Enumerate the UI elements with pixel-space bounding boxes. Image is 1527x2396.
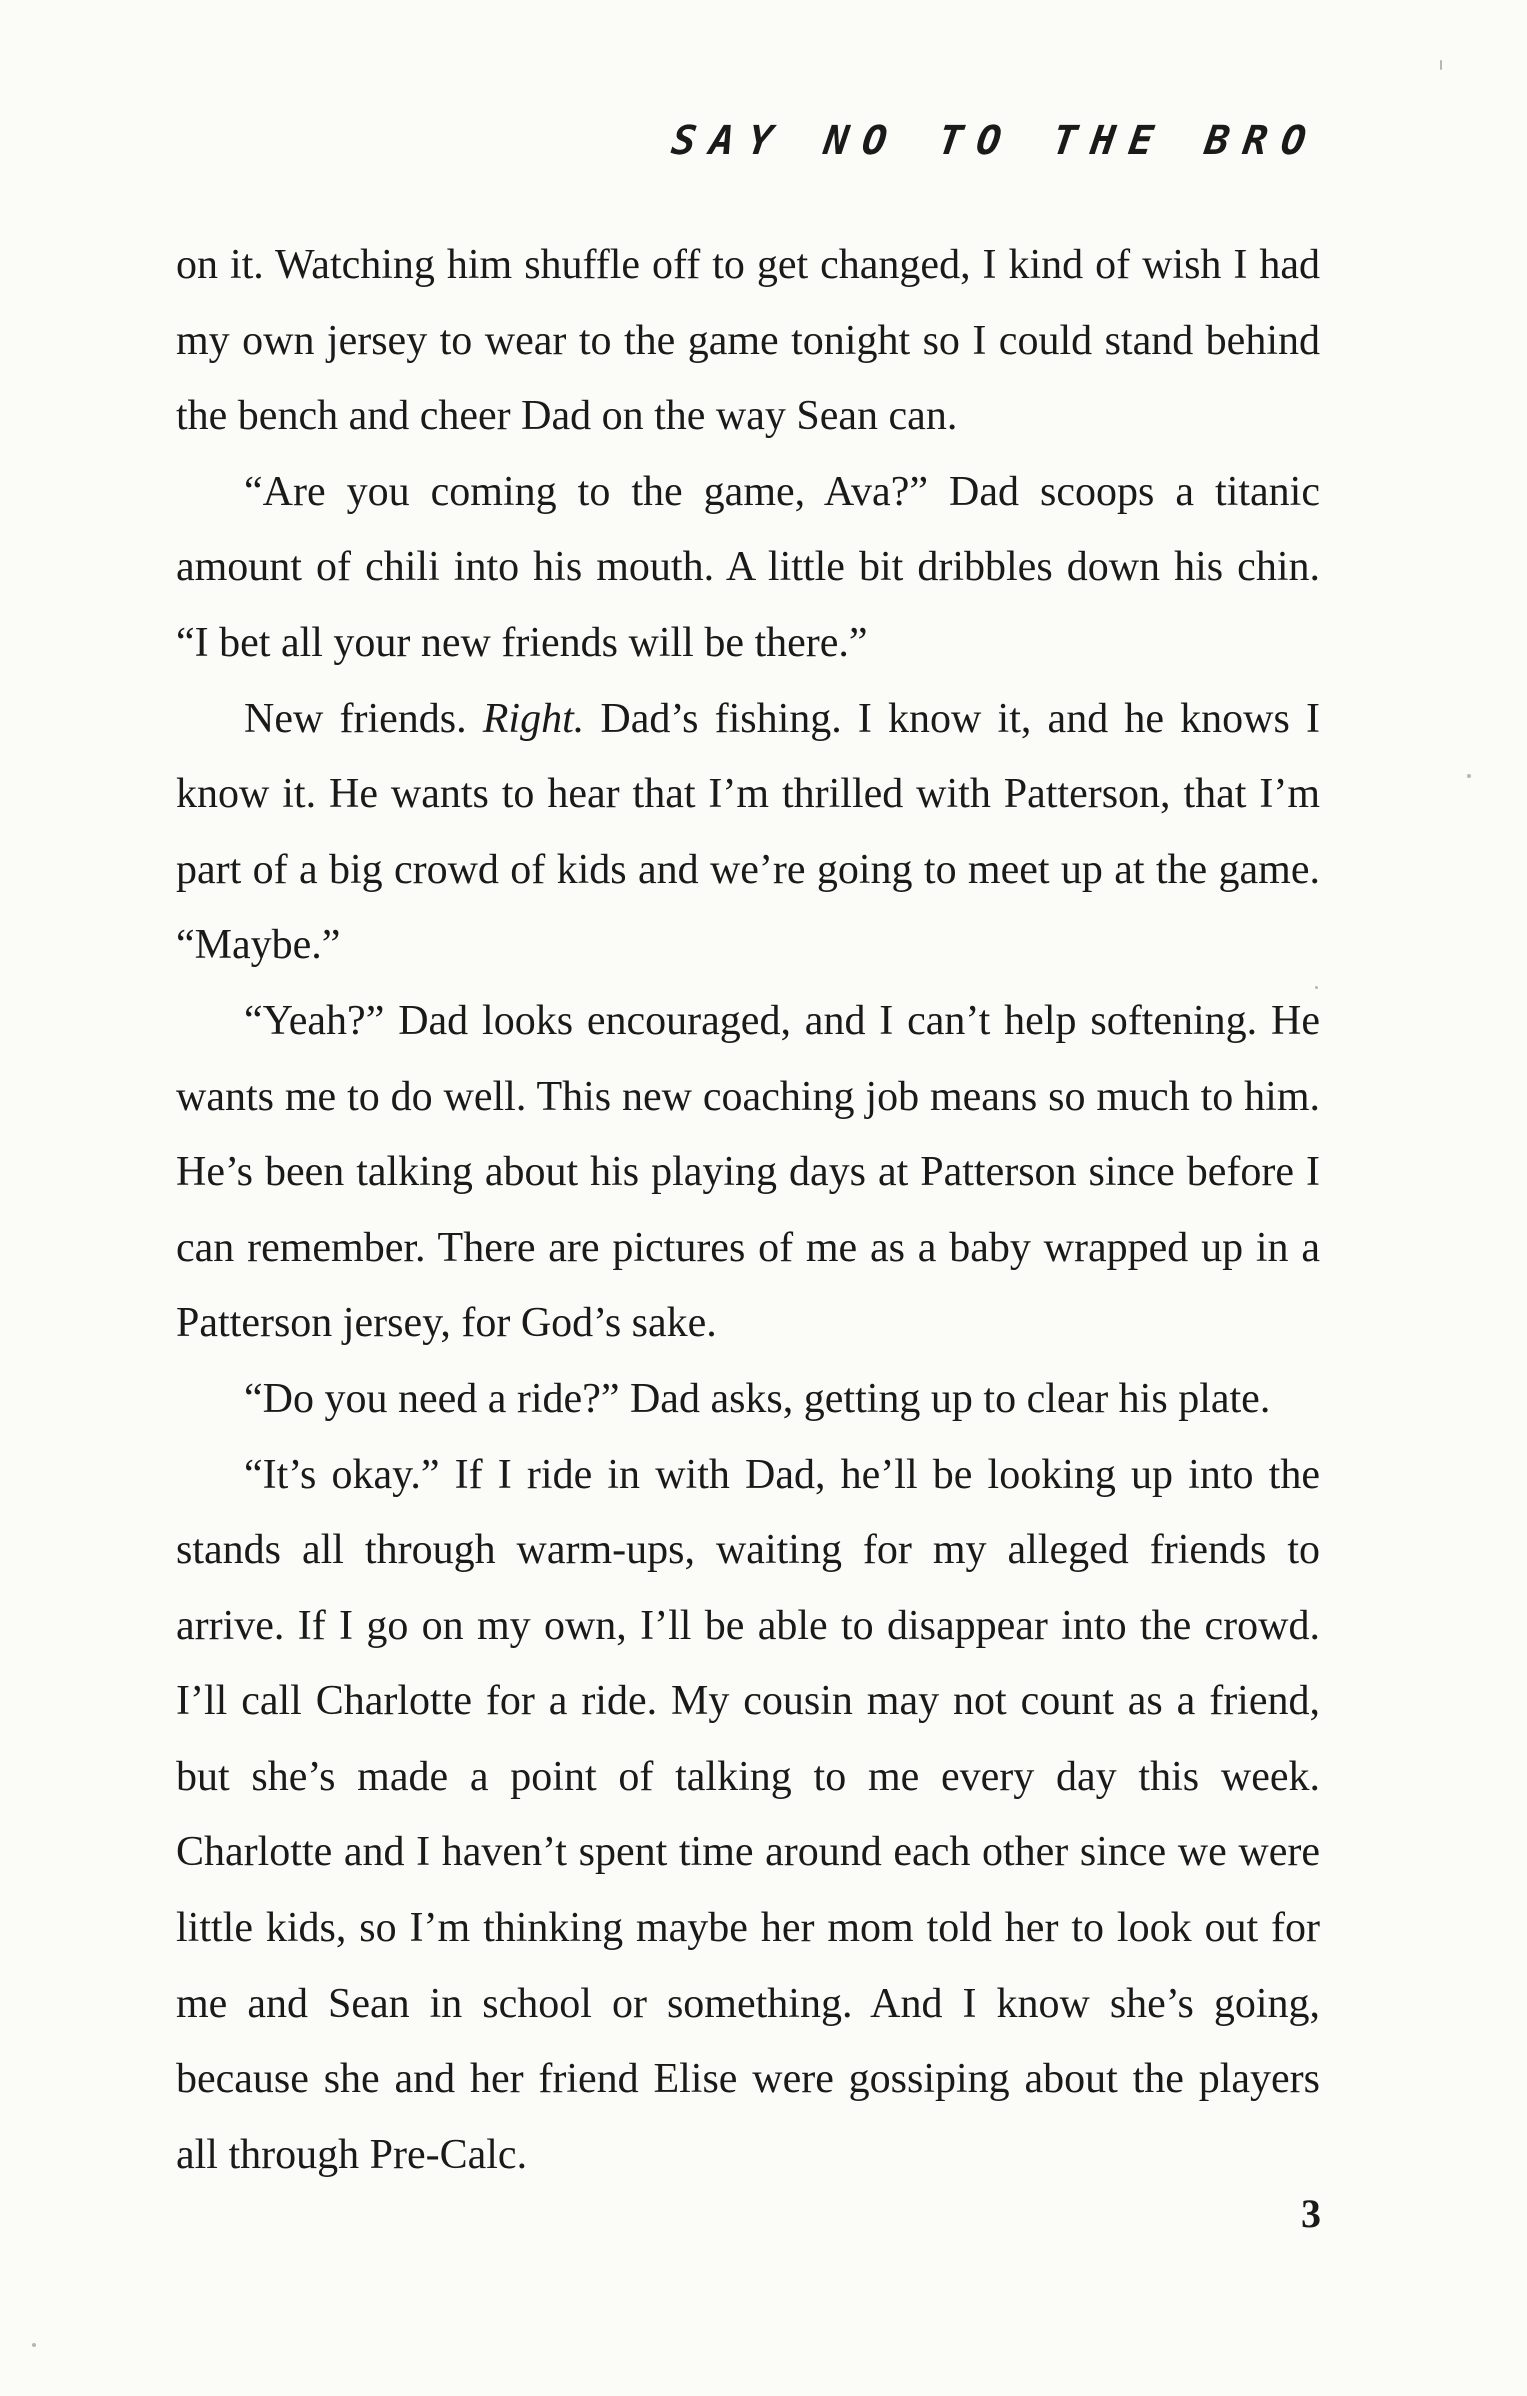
text-run: “It’s okay.” If I ride in with Dad, he’ll be looking up into the stands all through warm-ups, waiting for my alleged friends to arrive. If I go on my own, I’ll be able to disappear into the crowd. I’ll call Charlotte for a ride. My cousin may not count as a friend, but she’s made a point of talking to me every day this week. Charlotte and I haven’t spent time around each other since we were little kids, so I’m thinking maybe her mom told her to look out for me and Sean in school or something. And I know she’s going, because she and her friend Elise were gossiping about the players all through Pre-Calc.: [176, 1451, 1320, 2178]
text-run: on it. Watching him shuffle off to get changed, I kind of wish I had my own jersey to wear to the game tonight so I could stand behind the bench and cheer Dad on the way Sean can.: [176, 242, 1320, 440]
paragraph: [176, 984, 1320, 1362]
page-number: 3: [1301, 2191, 1321, 2236]
scan-speck: [1467, 774, 1471, 778]
paragraph: [176, 682, 1320, 984]
scan-speck: [32, 2343, 36, 2347]
text-run: New friends.: [244, 695, 483, 742]
italic-text-run: Right.: [482, 695, 585, 742]
text-run: Dad’s fishing. I know it, and he knows I know it. He wants to hear that I’m thrilled with Patterson, that I’m part of a big crowd of kids and we’re going to meet up at the game. “Maybe.”: [176, 695, 1320, 969]
paragraph: [176, 228, 1320, 455]
running-header: SAY NO TO THE BRO: [668, 118, 1323, 164]
text-run: “Yeah?” Dad looks encouraged, and I can’t help softening. He wants me to do well. This new coaching job means so much to him. He’s been talking about his playing days at Patterson since before I can remember. There are pictures of me as a baby wrapped up in a Patterson jersey, for God’s sake.: [176, 997, 1320, 1347]
text-run: “Do you need a ride?” Dad asks, getting up to clear his plate.: [244, 1375, 1271, 1422]
paragraph: [176, 1438, 1320, 2194]
scan-speck: [1440, 60, 1442, 70]
text-run: “Are you coming to the game, Ava?” Dad scoops a titanic amount of chili into his mouth. A little bit dribbles down his chin. “I bet all your new friends will be there.”: [176, 468, 1320, 666]
paragraph: [176, 455, 1320, 682]
paragraph: [176, 1362, 1320, 1438]
body-text: [176, 228, 1320, 2193]
scan-speck: [1315, 986, 1318, 989]
